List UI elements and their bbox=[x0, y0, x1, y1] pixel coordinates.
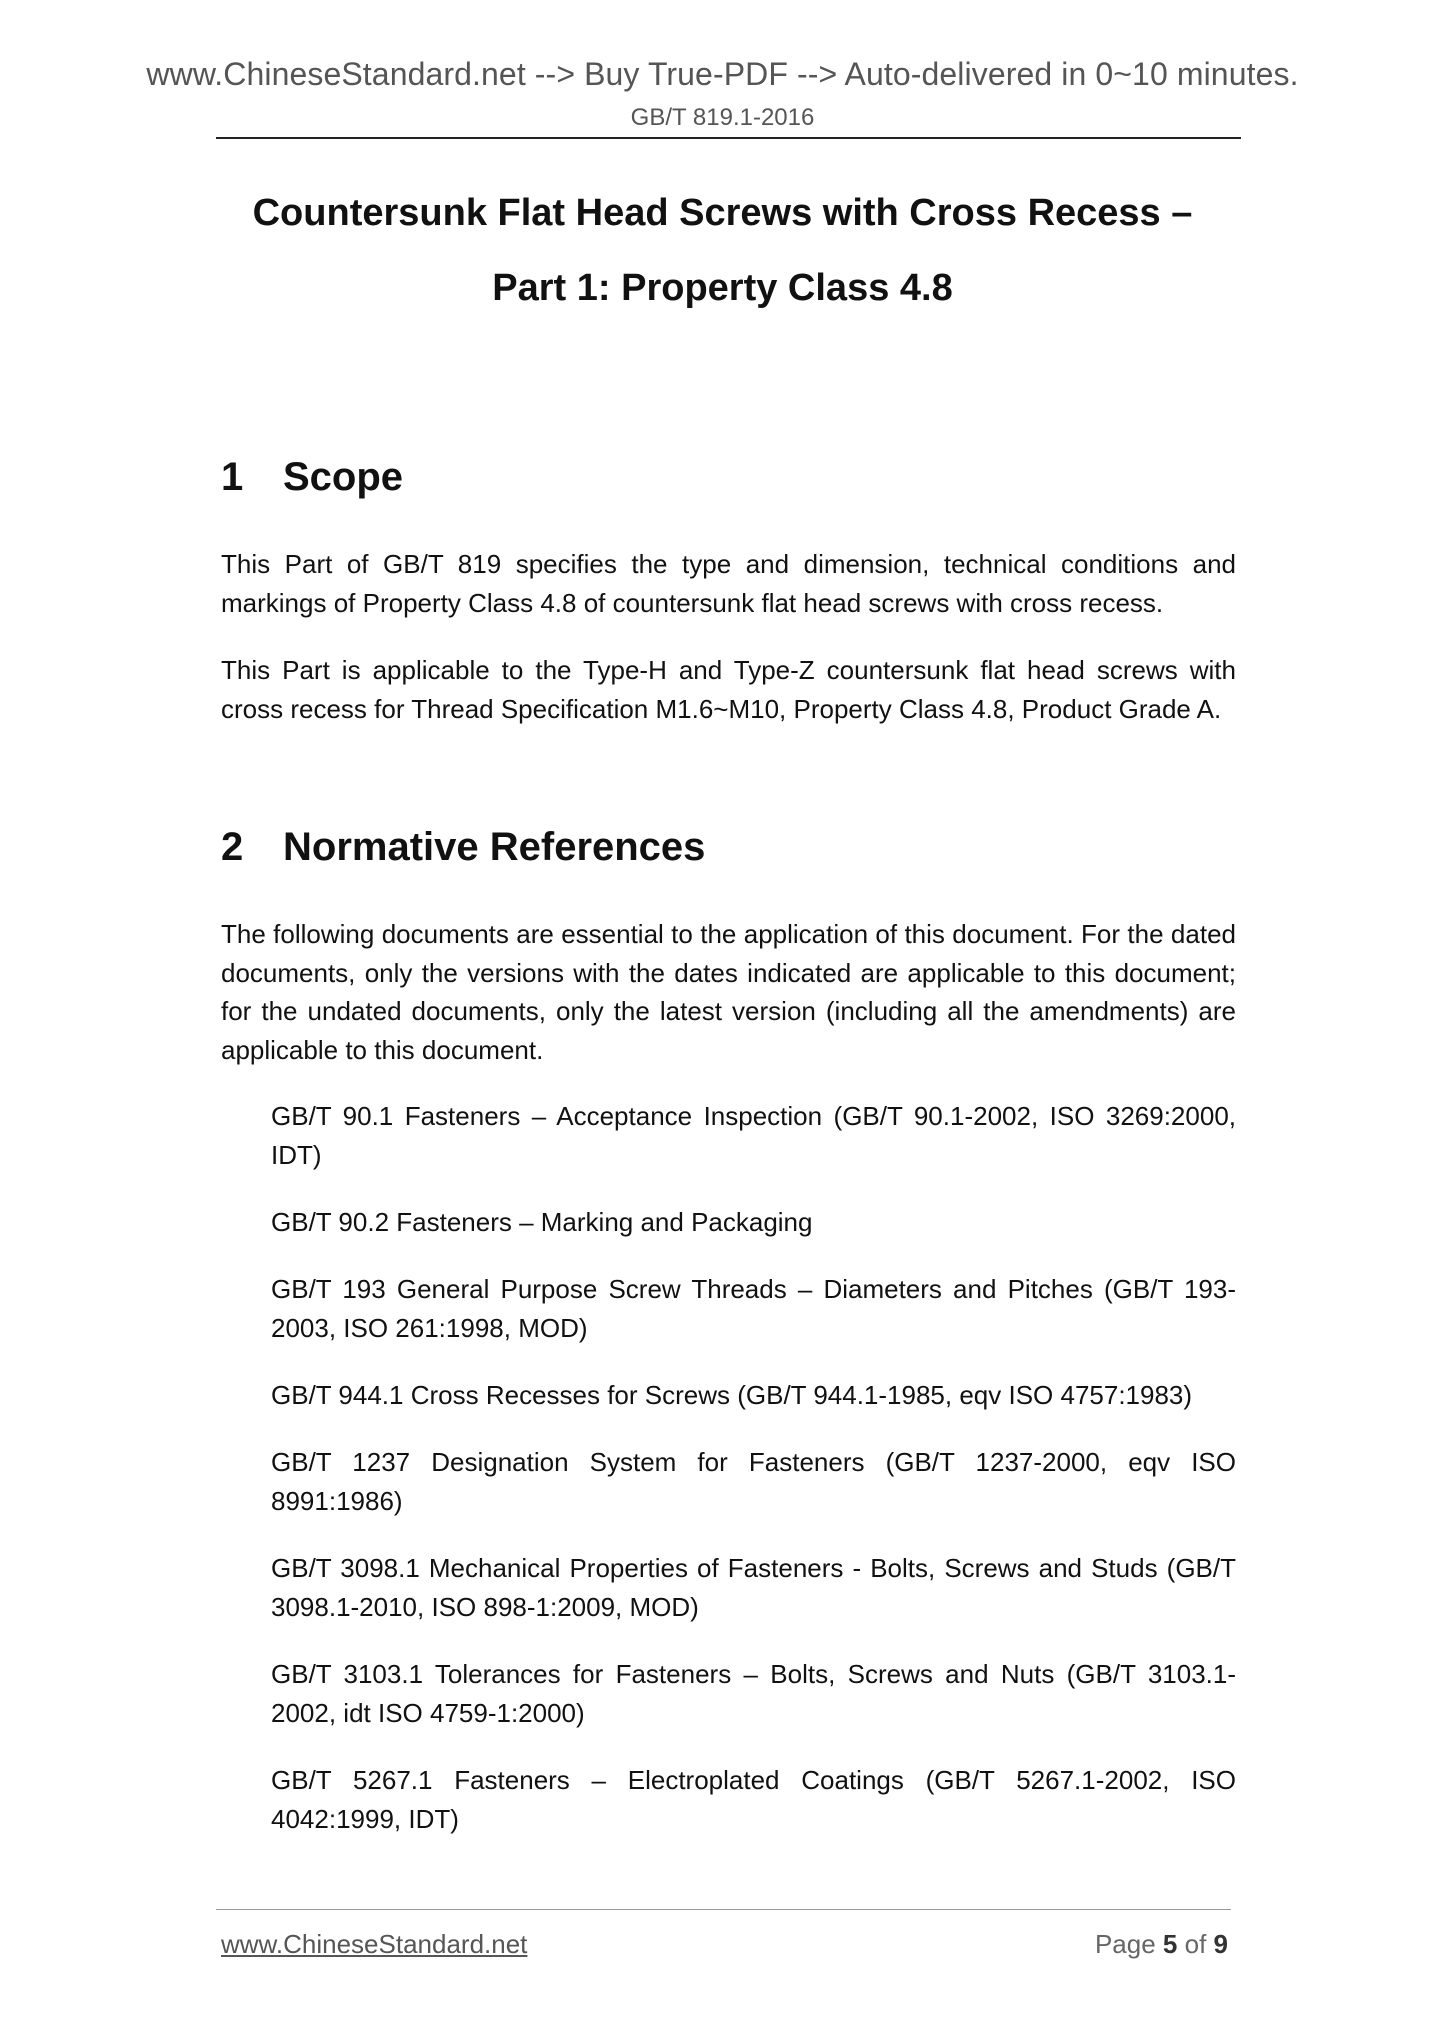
page-of: of bbox=[1184, 1929, 1207, 1959]
page-label: Page bbox=[1094, 1929, 1156, 1959]
reference-item: GB/T 944.1 Cross Recesses for Screws (GB/T 944.1-1985, eqv ISO 4757:1983) bbox=[271, 1380, 1193, 1410]
scope-paragraph: This Part is applicable to the Type-H and Type-Z countersunk flat head screws with cross recess for Thread Specification M1.6~M10, Property Class 4.8, Product Grade A. bbox=[221, 655, 1236, 724]
section-title: Scope bbox=[283, 455, 404, 499]
header-divider bbox=[216, 137, 1241, 139]
footer-divider bbox=[216, 1909, 1231, 1910]
reference-item: GB/T 3103.1 Tolerances for Fasteners – Bolts, Screws and Nuts (GB/T 3103.1-2002, idt ISO 4759-1:2000) bbox=[271, 1659, 1236, 1728]
document-title-line-1: Countersunk Flat Head Screws with Cross Recess – bbox=[252, 192, 1193, 234]
section-heading-scope bbox=[221, 455, 403, 500]
scope-paragraph: This Part of GB/T 819 specifies the type and dimension, technical conditions and markings of Property Class 4.8 of countersunk flat head screws with cross recess. bbox=[221, 549, 1236, 618]
section-number: 1 bbox=[221, 455, 244, 499]
reference-item: GB/T 1237 Designation System for Fasteners (GB/T 1237-2000, eqv ISO 8991:1986) bbox=[271, 1447, 1236, 1516]
reference-item: GB/T 5267.1 Fasteners – Electroplated Coatings (GB/T 5267.1-2002, ISO 4042:1999, IDT) bbox=[271, 1765, 1236, 1834]
reference-item: GB/T 3098.1 Mechanical Properties of Fasteners - Bolts, Screws and Studs (GB/T 3098.1-2010, ISO 898-1:2009, MOD) bbox=[271, 1553, 1236, 1622]
section-title: Normative References bbox=[283, 825, 706, 869]
page-total: 9 bbox=[1213, 1929, 1228, 1959]
page-indicator bbox=[1095, 1929, 1228, 1960]
section-number: 2 bbox=[221, 825, 244, 869]
page-current: 5 bbox=[1162, 1929, 1178, 1959]
section-heading-normative-references bbox=[221, 825, 705, 870]
reference-item: GB/T 193 General Purpose Screw Threads – Diameters and Pitches (GB/T 193-2003, ISO 261:1998, MOD) bbox=[271, 1274, 1236, 1343]
standard-code: GB/T 819.1-2016 bbox=[630, 104, 815, 131]
normative-intro-paragraph: The following documents are essential to the application of this document. For the dated documents, only the versions with the dates indicated are applicable to this document; for the undated documents, only the latest version (including all the amendments) are applicable to this document. bbox=[221, 919, 1236, 1065]
footer-website-link[interactable]: www.ChineseStandard.net bbox=[221, 1929, 528, 1959]
header-banner[interactable]: www.ChineseStandard.net --> Buy True-PDF --> Auto-delivered in 0~10 minutes. bbox=[146, 56, 1299, 92]
reference-item: GB/T 90.2 Fasteners – Marking and Packaging bbox=[271, 1207, 813, 1237]
document-title-line-2: Part 1: Property Class 4.8 bbox=[492, 267, 953, 309]
reference-item: GB/T 90.1 Fasteners – Acceptance Inspection (GB/T 90.1-2002, ISO 3269:2000, IDT) bbox=[271, 1101, 1236, 1170]
